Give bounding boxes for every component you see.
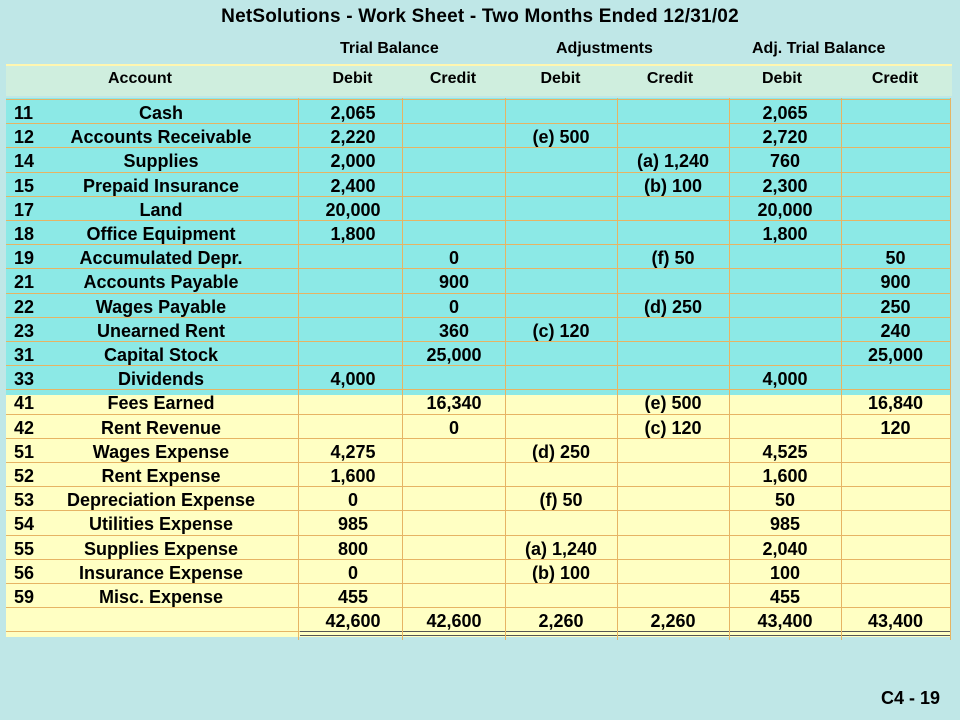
account-name: Office Equipment xyxy=(86,224,236,244)
account-name: Land xyxy=(139,199,183,220)
tb-debit-cell: 4,275 xyxy=(330,441,376,462)
tb-credit-cell: 360 xyxy=(438,320,470,341)
account-name: Dividends xyxy=(117,369,205,390)
col-tb-credit: Credit xyxy=(429,70,477,87)
atb-debit-cell: 50 xyxy=(774,490,796,511)
account-name: Depreciation Expense xyxy=(66,490,256,511)
double-underline xyxy=(730,635,841,636)
table-row xyxy=(0,222,960,246)
total-atb-credit-cell: 43,400 xyxy=(867,611,924,632)
atb-debit-cell: 1,800 xyxy=(762,224,808,244)
grid-hline xyxy=(6,99,950,100)
adj-credit-cell: (d) 250 xyxy=(643,296,703,317)
table-row xyxy=(0,319,960,343)
adj-debit-cell: (a) 1,240 xyxy=(524,538,598,559)
tb-credit-cell: 16,340 xyxy=(426,393,482,414)
account-name: Utilities Expense xyxy=(88,514,234,535)
atb-debit-cell: 455 xyxy=(769,587,801,607)
account-name: Accounts Payable xyxy=(83,272,239,293)
account-name: Prepaid Insurance xyxy=(82,175,240,196)
account-name: Accumulated Depr. xyxy=(79,248,243,269)
table-row xyxy=(0,488,960,512)
tb-credit-cell: 900 xyxy=(438,272,470,293)
table-row xyxy=(0,585,960,609)
atb-debit-cell: 20,000 xyxy=(757,199,813,220)
tb-credit-cell: 0 xyxy=(448,296,459,317)
col-adj-debit: Debit xyxy=(540,70,581,87)
atb-debit-cell: 4,525 xyxy=(762,441,808,462)
account-name: Capital Stock xyxy=(103,345,219,365)
table-row xyxy=(0,512,960,536)
tb-debit-cell: 20,000 xyxy=(325,199,381,220)
account-name: Rent Expense xyxy=(101,466,221,486)
tb-debit-cell: 2,000 xyxy=(330,151,376,172)
account-number: 55 xyxy=(14,538,35,559)
group-adj-trial-balance: Adj. Trial Balance xyxy=(752,40,886,57)
table-row xyxy=(0,416,960,440)
tb-debit-cell: 2,220 xyxy=(330,127,376,148)
tb-debit-cell: 455 xyxy=(337,587,369,607)
table-row xyxy=(0,149,960,173)
slide-number: C4 - 19 xyxy=(880,688,940,708)
tb-credit-cell: 0 xyxy=(448,417,459,438)
account-number: 12 xyxy=(14,127,35,148)
double-underline xyxy=(618,635,729,636)
atb-debit-cell: 2,065 xyxy=(762,103,808,123)
table-row xyxy=(0,367,960,391)
adj-debit-cell: (d) 250 xyxy=(531,441,591,462)
account-number: 18 xyxy=(14,224,35,244)
total-adj-debit-cell: 2,260 xyxy=(538,611,584,632)
tb-credit-cell: 0 xyxy=(448,248,459,269)
double-underline xyxy=(506,635,617,636)
tb-debit-cell: 4,000 xyxy=(330,369,376,390)
adj-debit-cell: (e) 500 xyxy=(532,127,590,148)
col-adj-credit: Credit xyxy=(646,70,694,87)
account-number: 56 xyxy=(14,562,35,583)
table-row xyxy=(0,101,960,125)
account-number: 33 xyxy=(14,369,35,390)
atb-debit-cell: 2,040 xyxy=(762,538,808,559)
account-number: 54 xyxy=(14,514,35,535)
total-adj-credit-cell: 2,260 xyxy=(650,611,696,632)
account-number: 53 xyxy=(14,490,35,511)
table-row xyxy=(0,537,960,561)
account-number: 19 xyxy=(14,248,35,269)
table-row xyxy=(0,440,960,464)
account-number: 14 xyxy=(14,151,35,172)
total-atb-debit-cell: 43,400 xyxy=(757,611,813,632)
double-underline xyxy=(300,635,402,636)
account-name: Cash xyxy=(138,103,183,123)
adj-credit-cell: (a) 1,240 xyxy=(636,151,710,172)
totals-row xyxy=(0,609,960,633)
account-number: 42 xyxy=(14,417,35,438)
total-tb-debit-cell: 42,600 xyxy=(325,611,381,632)
account-name: Supplies xyxy=(123,151,199,172)
account-number: 41 xyxy=(14,393,35,414)
account-number: 17 xyxy=(14,199,35,220)
account-number: 23 xyxy=(14,320,35,341)
account-name: Rent Revenue xyxy=(100,417,222,438)
tb-debit-cell: 2,065 xyxy=(330,103,376,123)
tb-debit-cell: 985 xyxy=(337,514,369,535)
account-number: 59 xyxy=(14,587,35,607)
table-row xyxy=(0,246,960,270)
page-title: NetSolutions - Work Sheet - Two Months Ended 12/31/02 xyxy=(221,6,739,27)
account-name: Fees Earned xyxy=(107,393,215,414)
account-name: Supplies Expense xyxy=(83,538,239,559)
table-row xyxy=(0,391,960,415)
account-number: 52 xyxy=(14,466,35,486)
table-row xyxy=(0,561,960,585)
account-name: Wages Expense xyxy=(92,441,230,462)
col-account: Account xyxy=(108,70,172,87)
col-atb-debit: Debit xyxy=(762,70,802,87)
atb-credit-cell: 900 xyxy=(880,272,911,293)
account-name: Insurance Expense xyxy=(78,562,244,583)
account-name: Accounts Receivable xyxy=(70,127,252,148)
tb-debit-cell: 2,400 xyxy=(330,175,376,196)
table-row xyxy=(0,295,960,319)
tb-debit-cell: 1,600 xyxy=(330,466,376,486)
account-number: 11 xyxy=(14,103,34,123)
adj-credit-cell: (b) 100 xyxy=(643,175,703,196)
account-number: 15 xyxy=(14,175,35,196)
adj-debit-cell: (c) 120 xyxy=(532,320,590,341)
account-name: Misc. Expense xyxy=(98,587,224,607)
col-atb-credit: Credit xyxy=(871,70,919,87)
account-number: 22 xyxy=(14,296,35,317)
atb-credit-cell: 240 xyxy=(880,320,911,341)
atb-debit-cell: 100 xyxy=(769,562,801,583)
tb-credit-cell: 25,000 xyxy=(426,345,482,365)
atb-debit-cell: 2,300 xyxy=(762,175,808,196)
atb-debit-cell: 760 xyxy=(769,151,801,172)
table-row xyxy=(0,198,960,222)
adj-debit-cell: (f) 50 xyxy=(539,490,583,511)
adj-debit-cell: (b) 100 xyxy=(531,562,591,583)
table-row xyxy=(0,343,960,367)
atb-credit-cell: 120 xyxy=(880,417,911,438)
double-underline xyxy=(403,635,505,636)
table-row xyxy=(0,270,960,294)
atb-debit-cell: 985 xyxy=(769,514,801,535)
atb-debit-cell: 2,720 xyxy=(762,127,808,148)
tb-debit-cell: 1,800 xyxy=(330,224,376,244)
table-row xyxy=(0,174,960,198)
atb-credit-cell: 25,000 xyxy=(867,345,924,365)
double-underline xyxy=(842,635,950,636)
col-tb-debit: Debit xyxy=(332,70,373,87)
adj-credit-cell: (f) 50 xyxy=(651,248,695,269)
tb-debit-cell: 800 xyxy=(337,538,369,559)
tb-debit-cell: 0 xyxy=(347,562,358,583)
account-number: 51 xyxy=(14,441,35,462)
account-name: Unearned Rent xyxy=(96,320,226,341)
atb-credit-cell: 50 xyxy=(885,248,906,269)
account-number: 21 xyxy=(14,272,35,293)
atb-debit-cell: 4,000 xyxy=(762,369,808,390)
account-name: Wages Payable xyxy=(95,296,227,317)
atb-credit-cell: 250 xyxy=(880,296,911,317)
table-row xyxy=(0,125,960,149)
group-adjustments: Adjustments xyxy=(556,40,653,57)
adj-credit-cell: (e) 500 xyxy=(644,393,702,414)
table-row xyxy=(0,464,960,488)
total-tb-credit-cell: 42,600 xyxy=(426,611,482,632)
atb-debit-cell: 1,600 xyxy=(762,466,808,486)
account-number: 31 xyxy=(14,345,35,365)
adj-credit-cell: (c) 120 xyxy=(644,417,702,438)
tb-debit-cell: 0 xyxy=(347,490,358,511)
atb-credit-cell: 16,840 xyxy=(867,393,924,414)
group-trial-balance: Trial Balance xyxy=(340,40,439,57)
